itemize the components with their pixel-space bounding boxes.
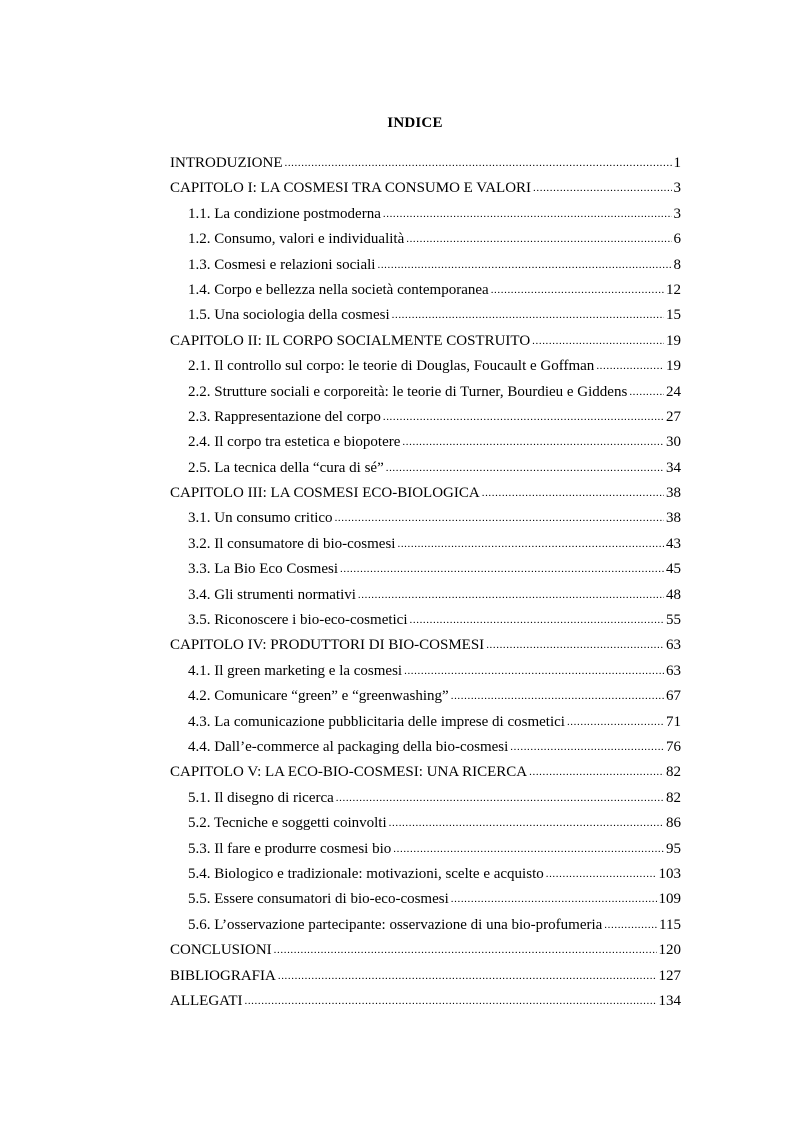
toc-entry-label: 2.3. Rappresentazione del corpo [188, 408, 381, 425]
toc-entry-page-number: 127 [658, 967, 681, 984]
toc-entry-label: CAPITOLO III: LA COSMESI ECO-BIOLOGICA [170, 485, 480, 502]
toc-subsection-entry[interactable] [170, 506, 681, 531]
toc-entry-page-number: 95 [666, 840, 681, 857]
toc-entry-label: 3.5. Riconoscere i bio-eco-cosmetici [188, 612, 408, 629]
toc-entry-page-number: 134 [658, 992, 681, 1009]
toc-entry-label: CAPITOLO V: LA ECO-BIO-COSMESI: UNA RICERCA [170, 764, 528, 781]
dot-leader [377, 252, 671, 278]
toc-entry-page-number: 27 [666, 408, 681, 425]
toc-entry-page-number: 12 [666, 281, 681, 298]
toc-entry-label: 4.3. La comunicazione pubblicitaria delle imprese di cosmetici [188, 713, 565, 730]
toc-entry-page-number: 82 [666, 764, 681, 781]
toc-subsection-entry[interactable] [170, 354, 681, 379]
toc-subsection-entry[interactable] [170, 278, 681, 303]
toc-subsection-entry[interactable] [170, 862, 681, 887]
toc-chapter-entry[interactable] [170, 964, 681, 989]
dot-leader [546, 861, 657, 887]
toc-subsection-entry[interactable] [170, 456, 681, 481]
toc-entry-page-number: 19 [666, 332, 681, 349]
toc-entry-label: BIBLIOGRAFIA [170, 967, 276, 984]
toc-entry-label: CAPITOLO IV: PRODUTTORI DI BIO-COSMESI [170, 637, 485, 654]
toc-entry-label: 2.1. Il controllo sul corpo: le teorie di Douglas, Foucault e Goffman [188, 358, 595, 375]
dot-leader [510, 734, 664, 760]
dot-leader [244, 988, 656, 1014]
toc-entry-label: 5.6. L’osservazione partecipante: osservazione di una bio-profumeria [188, 916, 603, 933]
toc-entry-label: INTRODUZIONE [170, 155, 283, 171]
toc-subsection-entry[interactable] [170, 887, 681, 912]
toc-subsection-entry[interactable] [170, 608, 681, 633]
toc-entry-page-number: 67 [666, 688, 681, 705]
dot-leader [482, 480, 664, 506]
toc-subsection-entry[interactable] [170, 430, 681, 455]
toc-entry-page-number: 3 [673, 180, 681, 197]
toc-entry-page-number: 43 [666, 535, 681, 552]
dot-leader [393, 836, 664, 862]
toc-chapter-entry[interactable] [170, 989, 681, 1014]
index-title: INDICE [387, 115, 443, 131]
toc-entry-label: 5.4. Biologico e tradizionale: motivazioni, scelte e acquisto [188, 865, 544, 882]
toc-entry-label: CONCLUSIONI [170, 942, 272, 959]
dot-leader [410, 607, 664, 633]
toc-subsection-entry[interactable] [170, 380, 681, 405]
dot-leader [278, 963, 657, 989]
toc-entry-page-number: 1 [673, 155, 681, 171]
table-of-contents [170, 151, 681, 1014]
dot-leader [451, 683, 664, 709]
dot-leader [389, 810, 664, 836]
dot-leader [486, 632, 664, 658]
dot-leader [335, 505, 664, 531]
dot-leader [386, 455, 664, 481]
dot-leader [596, 353, 664, 379]
toc-entry-label: 1.3. Cosmesi e relazioni sociali [188, 256, 376, 273]
toc-entry-label: CAPITOLO I: LA COSMESI TRA CONSUMO E VALORI [170, 180, 532, 197]
toc-entry-label: ALLEGATI [170, 992, 243, 1009]
toc-entry-page-number: 38 [666, 485, 681, 502]
toc-subsection-entry[interactable] [170, 253, 681, 278]
dot-leader [629, 379, 664, 405]
toc-subsection-entry[interactable] [170, 786, 681, 811]
toc-entry-page-number: 103 [658, 865, 681, 882]
toc-entry-page-number: 63 [666, 637, 681, 654]
toc-subsection-entry[interactable] [170, 811, 681, 836]
toc-entry-label: 2.5. La tecnica della “cura di sé” [188, 459, 384, 476]
toc-entry-page-number: 76 [666, 738, 681, 755]
toc-entry-label: 1.2. Consumo, valori e individualità [188, 231, 405, 248]
dot-leader [532, 328, 664, 354]
toc-entry-page-number: 86 [666, 815, 681, 832]
toc-chapter-entry[interactable] [170, 176, 681, 201]
toc-entry-label: 1.5. Una sociologia della cosmesi [188, 307, 390, 324]
toc-entry-page-number: 6 [673, 231, 681, 248]
toc-entry-page-number: 71 [666, 713, 681, 730]
dot-leader [402, 429, 664, 455]
dot-leader [406, 226, 671, 252]
dot-leader [529, 759, 664, 785]
toc-subsection-entry[interactable] [170, 557, 681, 582]
toc-subsection-entry[interactable] [170, 659, 681, 684]
dot-leader [358, 582, 664, 608]
toc-entry-label: 1.1. La condizione postmoderna [188, 205, 381, 222]
toc-entry-label: 2.4. Il corpo tra estetica e biopotere [188, 434, 401, 451]
toc-subsection-entry[interactable] [170, 532, 681, 557]
toc-entry-page-number: 30 [666, 434, 681, 451]
dot-leader [383, 201, 672, 227]
toc-subsection-entry[interactable] [170, 684, 681, 709]
toc-chapter-entry[interactable] [170, 760, 681, 785]
toc-entry-page-number: 63 [666, 662, 681, 679]
toc-entry-label: 5.3. Il fare e produrre cosmesi bio [188, 840, 392, 857]
toc-entry-label: 3.4. Gli strumenti normativi [188, 586, 356, 603]
dot-leader [284, 150, 671, 176]
toc-entry-label: CAPITOLO II: IL CORPO SOCIALMENTE COSTRUITO [170, 332, 531, 349]
toc-chapter-entry[interactable] [170, 481, 681, 506]
toc-entry-page-number: 8 [673, 256, 681, 273]
toc-entry-page-number: 48 [666, 586, 681, 603]
toc-subsection-entry[interactable] [170, 735, 681, 760]
dot-leader [340, 556, 664, 582]
toc-chapter-entry[interactable] [170, 329, 681, 354]
toc-entry-label: 3.1. Un consumo critico [188, 510, 333, 527]
toc-entry-page-number: 3 [673, 205, 681, 222]
toc-entry-label: 5.2. Tecniche e soggetti coinvolti [188, 815, 387, 832]
toc-subsection-entry[interactable] [170, 913, 681, 938]
dot-leader [533, 175, 671, 201]
dot-leader [274, 937, 657, 963]
toc-subsection-entry[interactable] [170, 837, 681, 862]
toc-entry-label: 4.2. Comunicare “green” e “greenwashing” [188, 688, 449, 705]
toc-entry-label: 5.1. Il disegno di ricerca [188, 789, 334, 806]
toc-entry-page-number: 120 [658, 942, 681, 959]
toc-entry-page-number: 19 [666, 358, 681, 375]
dot-leader [383, 404, 664, 430]
toc-subsection-entry[interactable] [170, 405, 681, 430]
toc-subsection-entry[interactable] [170, 583, 681, 608]
toc-chapter-entry[interactable] [170, 151, 681, 176]
toc-entry-page-number: 15 [666, 307, 681, 324]
toc-entry-page-number: 109 [658, 891, 681, 908]
toc-entry-page-number: 82 [666, 789, 681, 806]
toc-entry-page-number: 45 [666, 561, 681, 578]
toc-entry-page-number: 115 [659, 916, 681, 933]
toc-subsection-entry[interactable] [170, 710, 681, 735]
dot-leader [567, 709, 664, 735]
toc-entry-label: 4.4. Dall’e-commerce al packaging della bio-cosmesi [188, 738, 509, 755]
dot-leader [392, 302, 664, 328]
toc-entry-page-number: 38 [666, 510, 681, 527]
toc-entry-label: 4.1. Il green marketing e la cosmesi [188, 662, 403, 679]
toc-subsection-entry[interactable] [170, 202, 681, 227]
toc-entry-label: 5.5. Essere consumatori di bio-eco-cosmesi [188, 891, 449, 908]
toc-entry-label: 1.4. Corpo e bellezza nella società contemporanea [188, 281, 489, 298]
dot-leader [491, 277, 664, 303]
toc-subsection-entry[interactable] [170, 227, 681, 252]
toc-entry-label: 3.3. La Bio Eco Cosmesi [188, 561, 338, 578]
dot-leader [404, 658, 664, 684]
toc-subsection-entry[interactable] [170, 303, 681, 328]
toc-entry-page-number: 55 [666, 612, 681, 629]
dot-leader [336, 785, 664, 811]
dot-leader [397, 531, 664, 557]
toc-entry-label: 3.2. Il consumatore di bio-cosmesi [188, 535, 396, 552]
dot-leader [451, 886, 657, 912]
toc-entry-label: 2.2. Strutture sociali e corporeità: le teorie di Turner, Bourdieu e Giddens [188, 383, 628, 400]
dot-leader [604, 912, 657, 938]
toc-chapter-entry[interactable] [170, 938, 681, 963]
toc-entry-page-number: 24 [666, 383, 681, 400]
toc-chapter-entry[interactable] [170, 633, 681, 658]
toc-entry-page-number: 34 [666, 459, 681, 476]
